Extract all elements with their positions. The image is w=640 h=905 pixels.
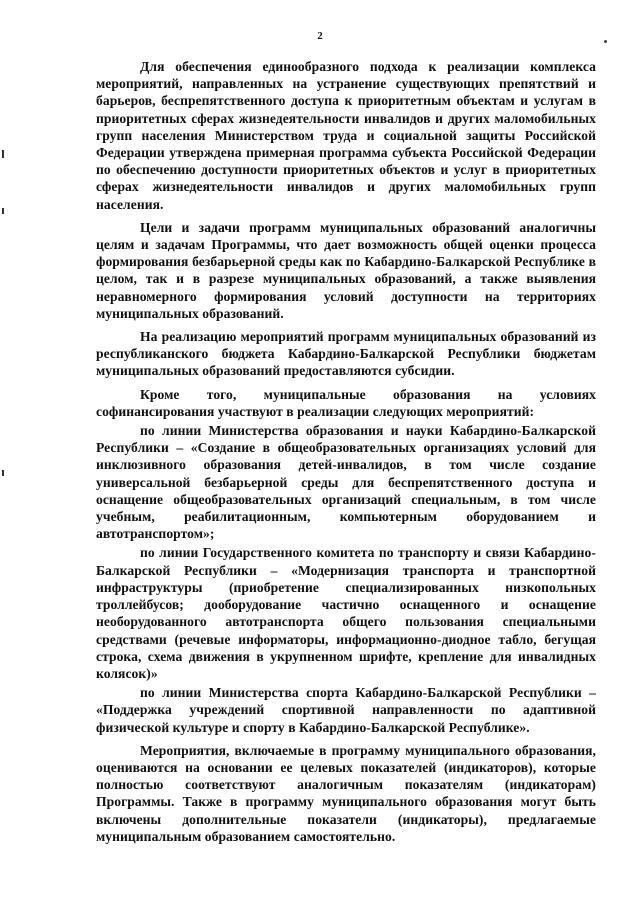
paragraph-goals: Цели и задачи программ муниципальных образований аналогичны целям и задачам Программы, что дает возможность общей оценки процесса формирования безбарьерной среды как по Кабардино-Балкарской Республике в целом, так и в разрезе муниципальных образований, а также выявления неравномерного формирования условий доступности на территориях муниципальных образований. bbox=[96, 219, 596, 321]
paragraph-sport-ministry: по линии Министерства спорта Кабардино-Балкарской Республики – «Поддержка учреждений спортивной направленности по адаптивной физической культуре и спорту в Кабардино-Балкарской Республике». bbox=[96, 685, 596, 735]
paragraph-subsidies: На реализацию мероприятий программ муниципальных образований из республиканского бюджета Кабардино-Балкарской Республики бюджетам муниципальных образований предоставляются субсидии. bbox=[96, 329, 596, 379]
page-number: 2 bbox=[317, 30, 323, 42]
scan-margin-mark bbox=[2, 470, 4, 476]
paragraph-accessibility-program: Для обеспечения единообразного подхода к реализации комплекса мероприятий, направленных на устранение существующих препятствий и барьеров, беспрепятственного доступа к приоритетным объектам и услугам в приоритетных сферах жизнедеятельности инвалидов и других маломобильных групп населения Министерством труда и социальной защиты Российской Федерации утверждена примерная программа субъекта Российской Федерации по обеспечению доступности приоритетных объектов и услуг в приоритетных сферах жизнедеятельности инвалидов и других маломобильных групп населения. bbox=[96, 59, 596, 212]
scan-margin-mark bbox=[2, 150, 4, 158]
document-body bbox=[96, 58, 596, 851]
scan-margin-mark bbox=[2, 208, 4, 214]
paragraph-education-ministry: по линии Министерства образования и науки Кабардино-Балкарской Республики – «Создание в общеобразовательных организациях условий для инклюзивного образования детей-инвалидов, в том числе создание универсальной безбарьерной среды для беспрепятственного доступа и оснащение общеобразовательных организаций специальным, в том числе учебным, реабилитационным, компьютерным оборудованием и автотранспортом»; bbox=[96, 423, 596, 542]
paragraph-cofinancing: Кроме того, муниципальные образования на условиях софинансирования участвуют в реализации следующих мероприятий: bbox=[96, 386, 596, 419]
paragraph-transport-committee: по линии Государственного комитета по транспорту и связи Кабардино-Балкарской Республики – «Модернизация транспорта и транспортной инфраструктуры (приобретение специализированных низкопольных троллейбусов; дооборудование частично оснащенного и оснащение необорудованного автотранспорта общего пользования специальными средствами (речевые информаторы, информационно-диодное табло, бегущая строка, схема движения в укрупненном шрифте, крепление для инвалидных колясок)» bbox=[96, 545, 596, 681]
paragraph-indicators: Мероприятия, включаемые в программу муниципального образования, оцениваются на основании ее целевых показателей (индикаторов), которые полностью соответствуют аналогичным показателям (индикаторам) Программы. Также в программу муниципального образования могут быть включены дополнительные показатели (индикаторы), предлагаемые муниципальным образованием самостоятельно. bbox=[96, 742, 596, 844]
